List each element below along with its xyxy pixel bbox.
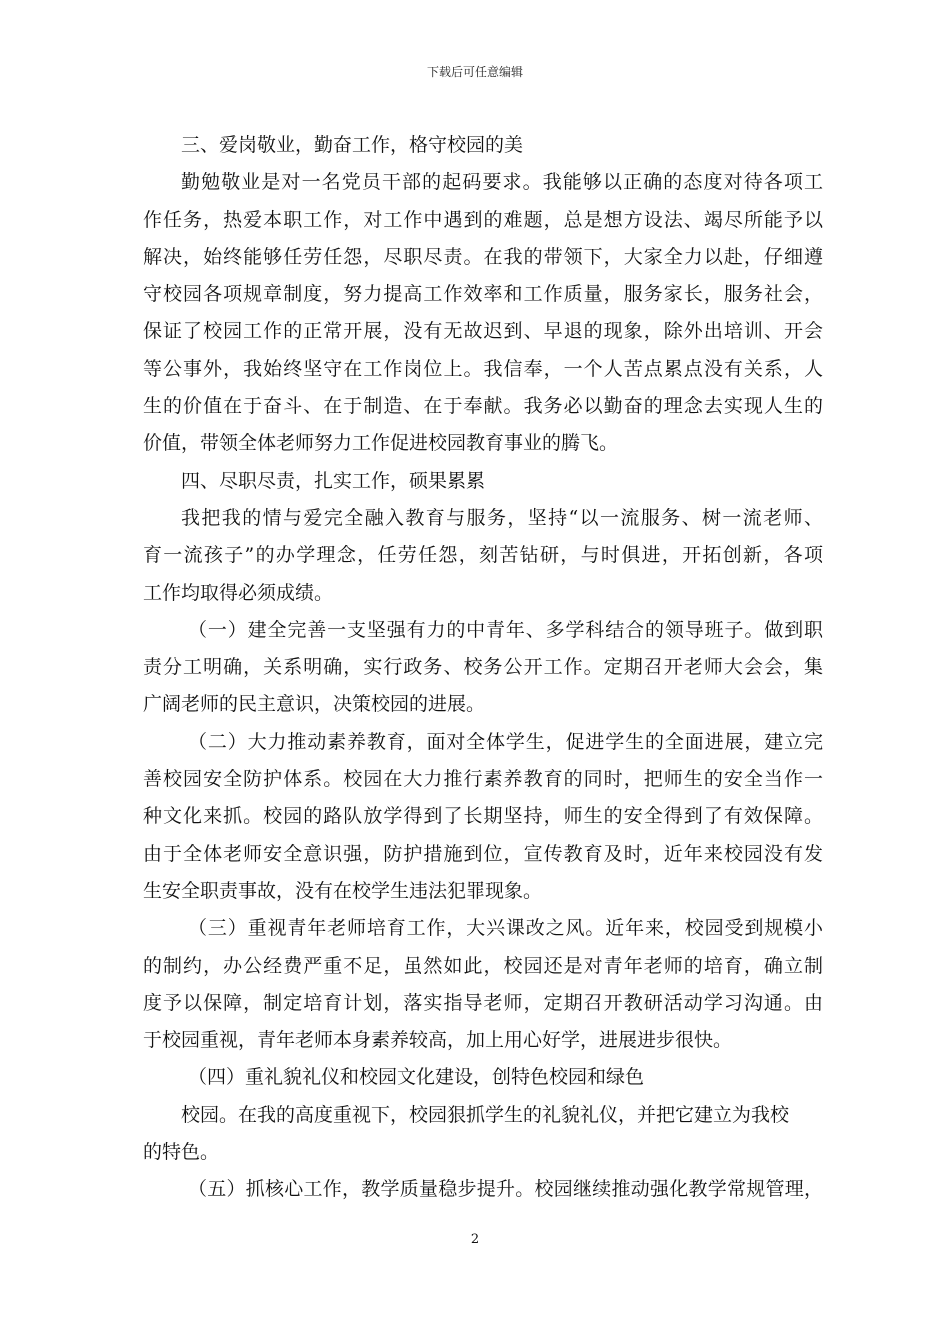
paragraph-line: 守校园各项规章制度，努力提高工作效率和工作质量，服务家长，服务社会， xyxy=(143,283,823,306)
paragraph-line: 广阔老师的民主意识，决策校园的进展。 xyxy=(143,693,486,716)
section-heading-4: 四、尽职尽责，扎实工作，硕果累累 xyxy=(181,469,486,492)
paragraph-line: 解决，始终能够任劳任怨，尽职尽责。在我的带领下，大家全力以赴，仔细遵 xyxy=(143,245,823,268)
paragraph-line: （三）重视青年老师培育工作，大兴课改之风。近年来，校园受到规模小 xyxy=(188,917,823,940)
page-header: 下载后可任意编辑 xyxy=(426,65,523,79)
page-number: 2 xyxy=(470,1232,480,1247)
paragraph-line: 生安全职责事故，没有在校学生违法犯罪现象。 xyxy=(143,879,543,902)
paragraph-line: 工作均取得必须成绩。 xyxy=(143,581,334,604)
paragraph-line: 的制约，办公经费严重不足，虽然如此，校园还是对青年老师的培育，确立制 xyxy=(143,954,823,977)
paragraph-line: 生的价值在于奋斗、在于制造、在于奉献。我务必以勤奋的理念去实现人生的 xyxy=(143,395,823,418)
paragraph-line: 保证了校园工作的正常开展，没有无故迟到、早退的现象，除外出培训、开会 xyxy=(143,320,823,343)
paragraph-line: 善校园安全防护体系。校园在大力推行素养教育的同时，把师生的安全当作一 xyxy=(143,768,823,791)
paragraph-line: 校园。在我的高度重视下，校园狠抓学生的礼貌礼仪，并把它建立为我校 xyxy=(181,1103,790,1126)
document-body xyxy=(143,127,823,1209)
paragraph-line: （四）重礼貌礼仪和校园文化建设，创特色校园和绿色 xyxy=(188,1066,645,1089)
paragraph-line: 作任务，热爱本职工作，对工作中遇到的难题，总是想方设法、竭尽所能予以 xyxy=(143,208,823,231)
paragraph-line: 种文化来抓。校园的路队放学得到了长期坚持，师生的安全得到了有效保障。 xyxy=(143,805,823,828)
paragraph-line: 价值，带领全体老师努力工作促进校园教育事业的腾飞。 xyxy=(143,432,619,455)
paragraph-line: （五）抓核心工作，教学质量稳步提升。校园继续推动强化教学常规管理， xyxy=(188,1178,823,1201)
paragraph-line: 度予以保障，制定培育计划，落实指导老师，定期召开教研活动学习沟通。由 xyxy=(143,991,823,1014)
paragraph-line: 等公事外，我始终坚守在工作岗位上。我信奉，一个人苦点累点没有关系，人 xyxy=(143,357,823,380)
paragraph-line: 我把我的情与爱完全融入教育与服务，坚持“以一流服务、树一流老师、 xyxy=(181,506,823,529)
paragraph-line: 育一流孩子”的办学理念，任劳任怨，刻苦钻研，与时俱进，开拓创新，各项 xyxy=(143,544,823,567)
paragraph-line: （一）建全完善一支坚强有力的中青年、多学科结合的领导班子。做到职 xyxy=(188,618,823,641)
paragraph-line: 由于全体老师安全意识强，防护措施到位，宣传教育及时，近年来校园没有发 xyxy=(143,842,823,865)
paragraph-line: 责分工明确，关系明确，实行政务、校务公开工作。定期召开老师大会会，集 xyxy=(143,656,823,679)
paragraph-line: 于校园重视，青年老师本身素养较高，加上用心好学，进展进步很快。 xyxy=(143,1029,733,1052)
paragraph-line: 勤勉敬业是对一名党员干部的起码要求。我能够以正确的态度对待各项工 xyxy=(181,171,823,194)
paragraph-line: （二）大力推动素养教育，面对全体学生，促进学生的全面进展，建立完 xyxy=(188,730,823,753)
section-heading-3: 三、爱岗敬业，勤奋工作，格守校园的美 xyxy=(181,134,524,156)
paragraph-line: 的特色。 xyxy=(143,1141,220,1164)
